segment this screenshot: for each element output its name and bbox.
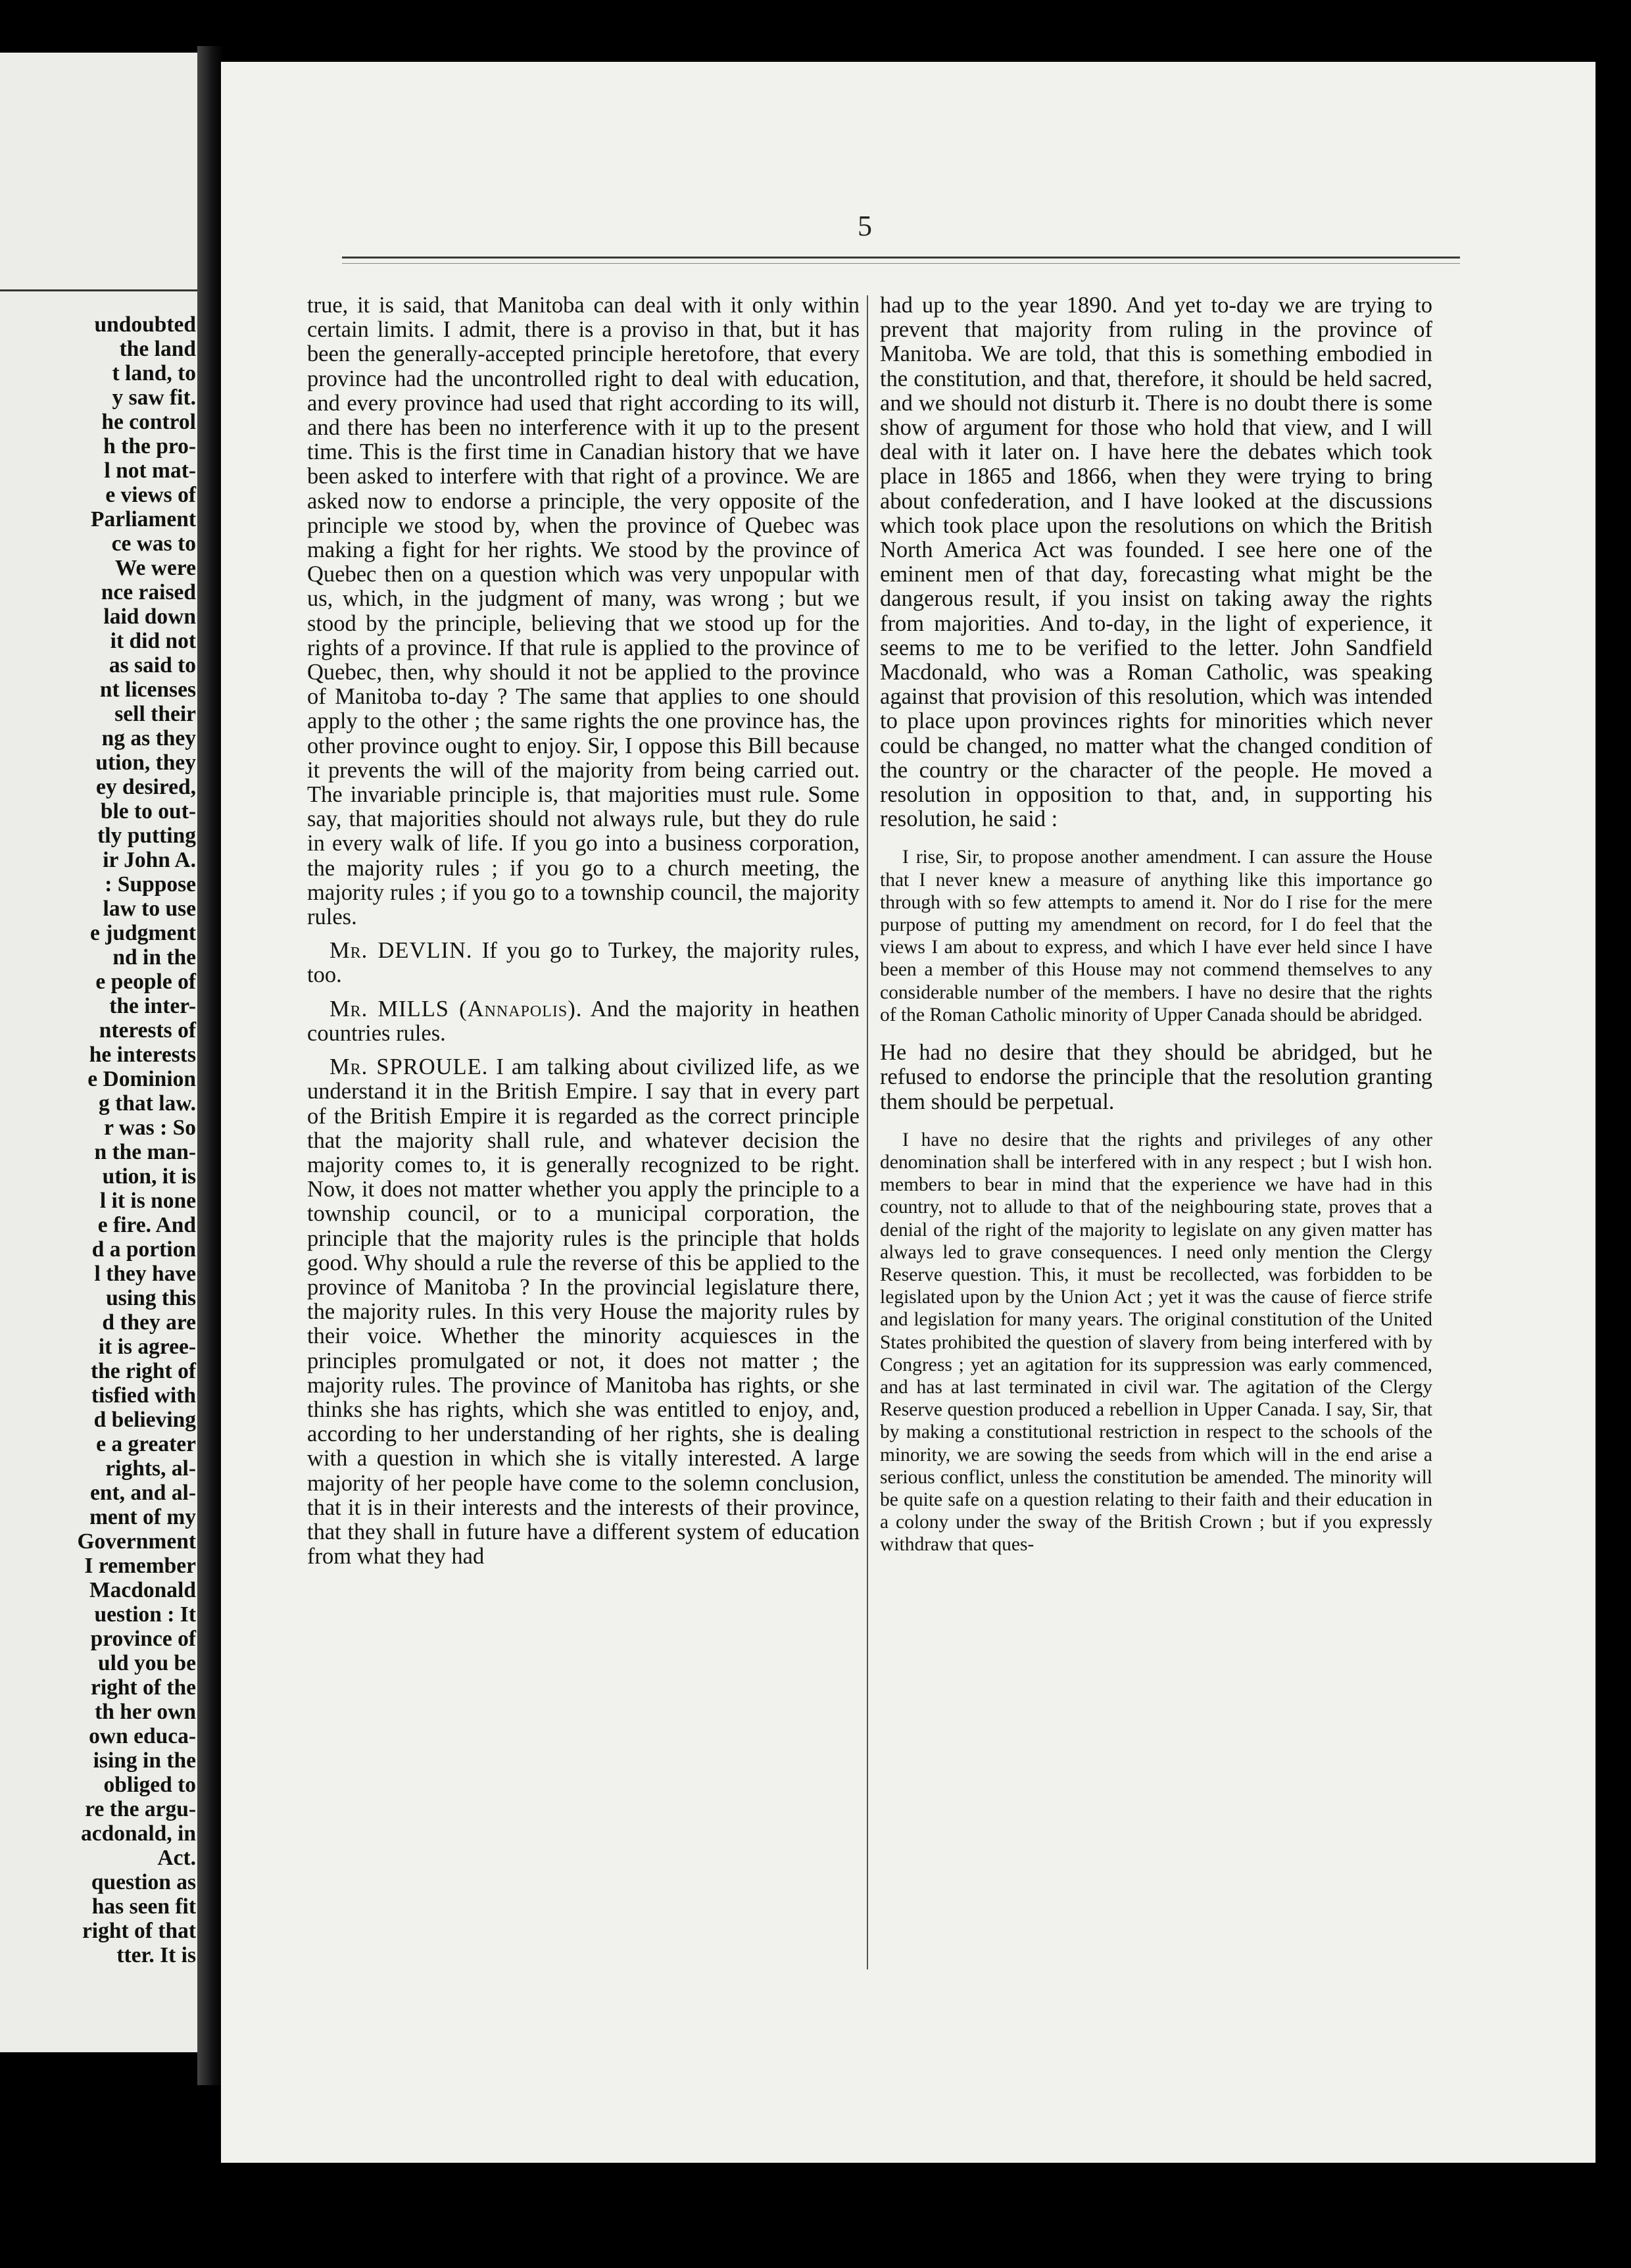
- previous-page-line: e a greater: [96, 1432, 196, 1456]
- previous-page-line: he control: [101, 410, 196, 434]
- previous-page-line: e views of: [105, 483, 196, 507]
- previous-page-line: using this: [106, 1286, 196, 1310]
- previous-page-line: ution, it is: [102, 1164, 196, 1189]
- column-divider: [867, 295, 868, 1969]
- previous-page-text: [0, 312, 196, 1967]
- previous-page-line: acdonald, in: [80, 1821, 196, 1846]
- previous-page-line: uld you be: [98, 1651, 196, 1675]
- block-quote-1: I rise, Sir, to propose another amendment. I can assure the House that I never knew a measure of anything like this importance go through with so few attempts to amend it. Nor do I rise for the mere purpose of putting my amendment on record, for I do feel that the views I am about to express, and which I have ever held since I have been a member of this House may not commend themselves to any considerable number of the members. I have no desire that the rights of the Roman Catholic minority of Upper Canada should be abridged.: [880, 847, 1432, 1025]
- document-page: [221, 62, 1595, 2163]
- previous-page-line: undoubted: [94, 312, 196, 337]
- previous-page-line: h the pro-: [103, 434, 196, 458]
- mills-remark: [307, 997, 860, 1046]
- left-column: [307, 293, 860, 1569]
- previous-page-line: Macdonald: [89, 1578, 196, 1602]
- speaker-mills: Mr. MILLS (Annapolis).: [329, 996, 583, 1022]
- previous-page-line: re the argu-: [85, 1797, 196, 1821]
- previous-page-line: nt licenses: [99, 678, 196, 702]
- previous-page-line: l not mat-: [104, 458, 196, 483]
- previous-page-line: ble to out-: [100, 799, 196, 824]
- previous-page-line: ce was to: [111, 531, 196, 556]
- previous-page-line: tter. It is: [116, 1943, 196, 1967]
- previous-page-line: it did not: [110, 629, 196, 653]
- speaker-sproule: Mr. SPROULE.: [329, 1054, 489, 1080]
- previous-page-line: We were: [114, 556, 196, 580]
- previous-page-line: right of that: [82, 1919, 196, 1943]
- previous-page-line: Parliament: [90, 507, 196, 531]
- previous-page-line: d they are: [102, 1310, 196, 1335]
- previous-page-line: e judgment: [90, 921, 196, 945]
- previous-page-line: has seen fit: [91, 1894, 196, 1919]
- previous-page-line: th her own: [95, 1700, 196, 1724]
- previous-page-line: sell their: [114, 702, 196, 726]
- devlin-text: If you go to Turkey, the majority rules, too.: [307, 938, 860, 988]
- previous-page-line: as said to: [109, 653, 196, 678]
- right-paragraph-1: had up to the year 1890. And yet to-day we are trying to prevent that majority from ruling in the province of Manitoba. We are told, that this is something embodied in the constitution, and that, therefore, it should be held sacred, and we should not disturb it. There is no doubt there is some show of argument for those who hold that view, and I will deal with it later on. I have here the debates which took place in 1865 and 1866, when they were trying to bring about confederation, and I have looked at the discussions which took place upon the resolutions on which the British North America Act was founded. I see here one of the eminent men of that day, forecasting what might be the dangerous result, if you insist on taking away the rights from majorities. And to-day, in the light of experience, it seems to me to be verified to the letter. John Sandfield Macdonald, who was a Roman Catholic, was speaking against that provision of this resolution, which was intended to place upon provinces rights for minorities which never could be changed, no matter what the changed condition of the country or the character of the people. He moved a resolution in opposition to that, and, in supporting his resolution, he said :: [880, 293, 1432, 832]
- previous-page-line: tisfied with: [91, 1383, 196, 1408]
- previous-page-line: rights, al-: [105, 1456, 196, 1481]
- previous-page-line: d believing: [93, 1408, 196, 1432]
- right-column: [880, 293, 1432, 1571]
- previous-page-line: ey desired,: [96, 775, 196, 799]
- mills-text: And the majority in heathen countries rules.: [307, 996, 860, 1046]
- previous-page-line: nce raised: [101, 580, 196, 604]
- previous-page-line: y saw fit.: [112, 385, 196, 410]
- previous-page-line: e fire. And: [97, 1213, 196, 1237]
- page-number: 5: [858, 210, 872, 242]
- devlin-remark: [307, 939, 860, 987]
- previous-page-line: uestion : It: [94, 1602, 196, 1627]
- previous-page-rule: [0, 289, 205, 291]
- previous-page-line: ng as they: [101, 726, 196, 751]
- previous-page-line: nd in the: [112, 945, 196, 970]
- previous-page-line: it is agree-: [98, 1335, 196, 1359]
- previous-page-line: : Suppose: [105, 872, 196, 897]
- sproule-text: I am talking about civilized life, as we understand it in the British Empire. I say that in every part of the British Empire it is regarded as the correct principle that the majority shall rule, and whatever decision the majority comes to, it is generally recognized to be right. Now, it does not matter whether you apply the principle to a township council, or to a municipal corporation, the principle that the majority rules is the principle that holds good. Why should a rule the reverse of this be applied to the province of Manitoba ? In the provincial legislature there, the majority rules. In this very House the majority rules by their voice. Whether the minority acquiesces in the principles promulgated or not, it does not matter ; the majority rules. The province of Manitoba has rights, or she thinks she has rights, which she was entitled to enjoy, and, according to her understanding of her rights, she is dealing with a question in which she is vitally interested. A large majority of her people have come to the solemn conclusion, that it is in their interests and the interests of their province, that they shall in future have a different system of education from what they had: [307, 1054, 860, 1569]
- previous-page-line: l they have: [94, 1262, 196, 1286]
- previous-page-line: the right of: [90, 1359, 196, 1383]
- previous-page-line: question as: [91, 1870, 196, 1894]
- previous-page-line: ising in the: [93, 1748, 196, 1773]
- previous-page-line: t land, to: [112, 361, 196, 385]
- header-rule-thin: [342, 263, 1460, 264]
- previous-page-line: e people of: [95, 970, 196, 994]
- previous-page-line: the inter-: [109, 994, 196, 1018]
- speaker-devlin: Mr. DEVLIN.: [329, 938, 473, 964]
- previous-page-line: the land: [119, 337, 196, 361]
- previous-page-line: laid down: [103, 604, 196, 629]
- previous-page-fragment: [0, 53, 205, 2052]
- previous-page-line: province of: [90, 1627, 196, 1651]
- previous-page-line: I remember: [84, 1554, 196, 1578]
- right-paragraph-2: He had no desire that they should be abridged, but he refused to endorse the principle that the resolution granting them should be perpetual.: [880, 1040, 1432, 1114]
- previous-page-line: ir John A.: [103, 848, 196, 872]
- previous-page-line: ent, and al-: [89, 1481, 196, 1505]
- previous-page-line: nterests of: [99, 1018, 196, 1043]
- previous-page-line: he interests: [89, 1043, 196, 1067]
- previous-page-line: e Dominion: [87, 1067, 196, 1091]
- header-rule: [342, 257, 1460, 259]
- sproule-remark: [307, 1055, 860, 1569]
- previous-page-line: Government: [77, 1529, 196, 1554]
- previous-page-line: obliged to: [103, 1773, 196, 1797]
- previous-page-line: ution, they: [95, 751, 196, 775]
- previous-page-line: law to use: [103, 897, 196, 921]
- previous-page-line: n the man-: [94, 1140, 196, 1164]
- previous-page-line: l it is none: [99, 1189, 196, 1213]
- block-quote-2: I have no desire that the rights and privileges of any other denomination shall be interfered with in any respect ; but I wish hon. members to bear in mind that the experience we have had in this country, not to allude to that of the neighbouring state, proves that a denial of the right of the majority to legislate on any given matter has always led to grave consequences. I need only mention the Clergy Reserve question. This, it must be recollected, was forbidden to be legislated upon by the Union Act ; yet it was the cause of fierce strife and legislation for many years. The original constitution of the United States prohibited the question of slavery from being interfered with by Congress ; yet an agitation for its suppression was early commenced, and has at last terminated in civil war. The agitation of the Clergy Reserve question produced a rebellion in Upper Canada. I say, Sir, that by making a constitutional restriction in respect to the schools of the minority, we are sowing the seeds from which will in the end arise a serious conflict, unless the constitution be amended. The minority will be quite safe on a question relating to their faith and their education in a colony under the sway of the British Crown ; but if you expressly withdraw that ques-: [880, 1129, 1432, 1556]
- previous-page-line: d a portion: [91, 1237, 196, 1262]
- left-paragraph-1: true, it is said, that Manitoba can deal with it only within certain limits. I admit, there is a proviso in that, but it has been the generally-accepted principle heretofore, that every province had the uncontrolled right to deal with education, and every province had used that right according to its will, and there has been no interference with it up to the present time. This is the first time in Canadian history that we have been asked to interfere with that right of a province. We are asked now to endorse a principle, the very opposite of the principle we stood by, when the province of Quebec was making a fight for her rights. We stood by the province of Quebec then on a question which was very unpopular with us, which, in the judgment of many, was wrong ; but we stood by the principle, believing that we stood up for the rights of a province. If that rule is applied to the province of Quebec, then, why should it not be applied to the province of Manitoba to-day ? The same that applies to one should apply to the other ; the same rights the one province has, the other province ought to enjoy. Sir, I oppose this Bill because it prevents the will of the majority from being carried out. The invariable principle is, that majorities must rule. Some say, that majorities should not always rule, but they do rule in every walk of life. If you go into a business corporation, the majority rules ; if you go to a church meeting, the majority rules ; if you go to a township council, the majority rules.: [307, 293, 860, 930]
- previous-page-line: r was : So: [104, 1116, 196, 1140]
- previous-page-line: ment of my: [89, 1505, 196, 1529]
- previous-page-line: Act.: [157, 1846, 196, 1870]
- previous-page-line: g that law.: [99, 1091, 196, 1116]
- previous-page-line: right of the: [90, 1675, 196, 1700]
- previous-page-line: tly putting: [97, 824, 196, 848]
- previous-page-line: own educa-: [89, 1724, 196, 1748]
- page-fold-shadow: [197, 46, 224, 2085]
